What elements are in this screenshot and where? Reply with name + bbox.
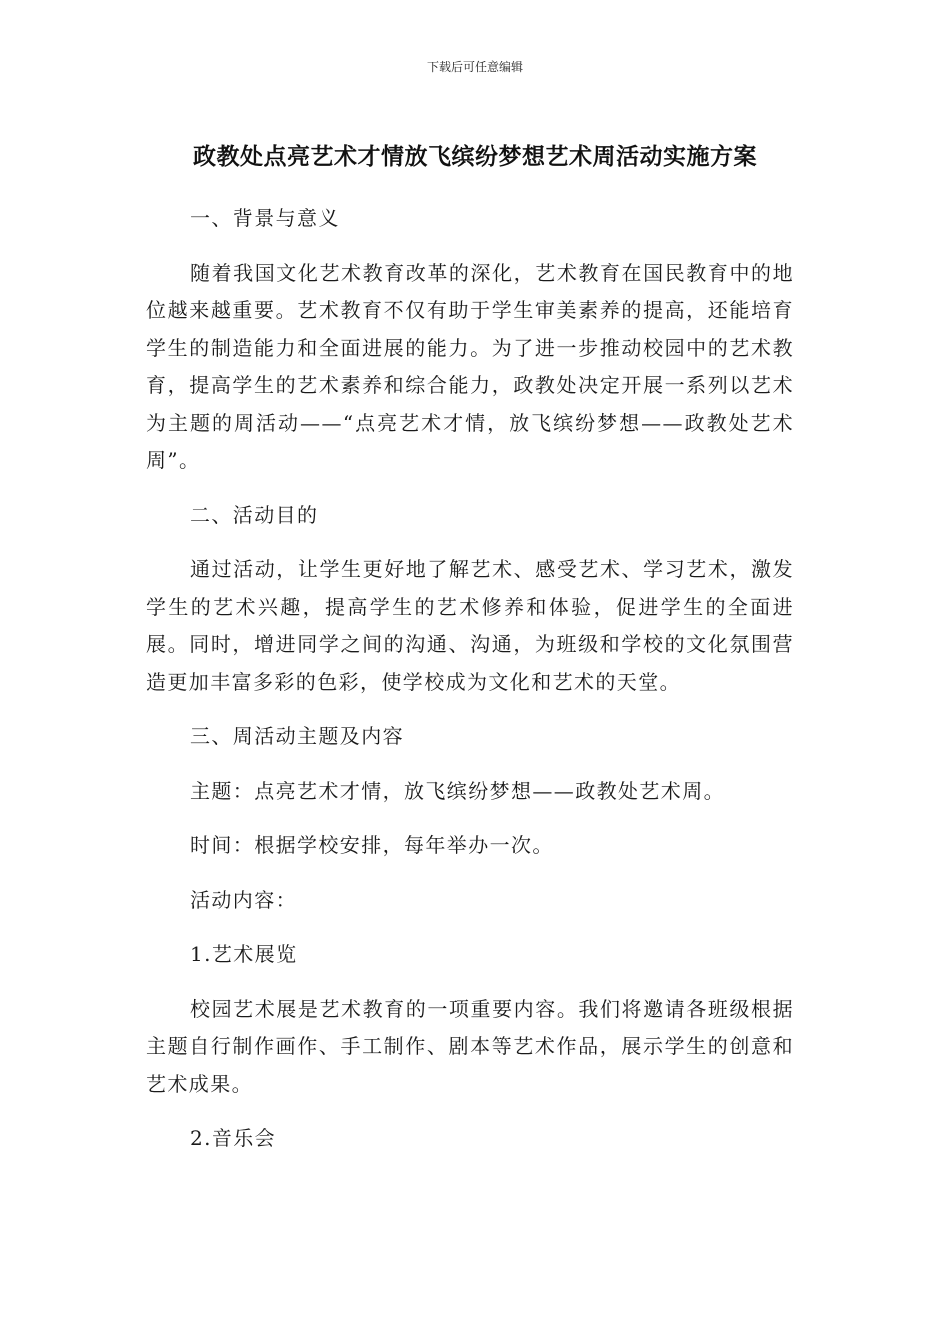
section-heading-purpose: 二、活动目的 bbox=[190, 502, 319, 527]
document-body bbox=[146, 200, 794, 1175]
paragraph-background: 随着我国文化艺术教育改革的深化，艺术教育在国民教育中的地位越来越重要。艺术教育不仅有助于学生审美素养的提高，还能培育学生的制造能力和全面进展的能力。为了进一步推动校园中的艺术教育，提高学生的艺术素养和综合能力，政教处决定开展一系列以艺术为主题的周活动——“点亮艺术才情，放飞缤纷梦想——政教处艺术周”。 bbox=[146, 260, 794, 472]
section-heading-theme: 三、周活动主题及内容 bbox=[190, 724, 404, 748]
time-line: 时间：根据学校安排，每年举办一次。 bbox=[190, 833, 554, 857]
section-heading-background: 一、背景与意义 bbox=[190, 206, 340, 230]
item-heading-concert: 2.音乐会 bbox=[190, 1126, 277, 1150]
paragraph-purpose: 通过活动，让学生更好地了解艺术、感受艺术、学习艺术，激发学生的艺术兴趣，提高学生的艺术修养和体验，促进学生的全面进展。同时，增进同学之间的沟通、沟通，为班级和学校的文化氛围营造更加丰富多彩的色彩，使学校成为文化和艺术的天堂。 bbox=[146, 557, 794, 694]
header-note: 下载后可任意编辑 bbox=[426, 60, 523, 74]
paragraph-art-exhibition: 校园艺术展是艺术教育的一项重要内容。我们将邀请各班级根据主题自行制作画作、手工制作、剧本等艺术作品，展示学生的创意和艺术成果。 bbox=[146, 996, 794, 1096]
document-title: 政教处点亮艺术才情放飞缤纷梦想艺术周活动实施方案 bbox=[193, 144, 757, 170]
content-label: 活动内容： bbox=[190, 887, 297, 912]
item-heading-art-exhibition: 1.艺术展览 bbox=[190, 942, 298, 966]
theme-line: 主题：点亮艺术才情，放飞缤纷梦想——政教处艺术周。 bbox=[190, 778, 725, 803]
